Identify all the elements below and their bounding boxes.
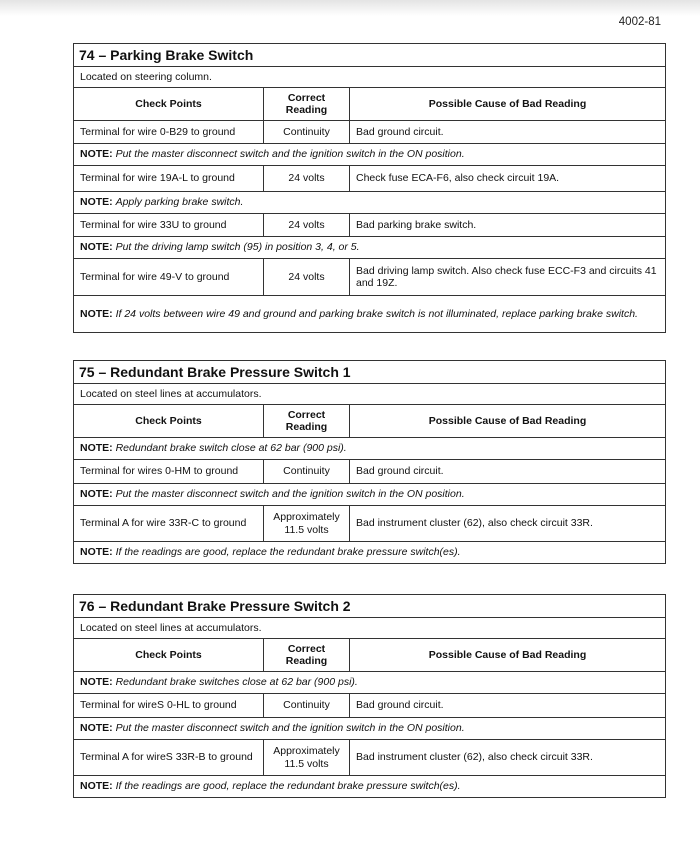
check-point-cell: Terminal for wires 0-HM to ground [74,460,264,484]
cause-cell: Bad parking brake switch. [350,214,666,237]
table-row [74,460,666,484]
cause-cell: Bad driving lamp switch. Also check fuse ECC-F3 and circuits 41 and 19Z. [350,259,666,296]
reading-cell: 24 volts [264,214,350,237]
table-row [74,740,666,776]
note-row: NOTE: If the readings are good, replace the redundant brake pressure switch(es). [74,542,666,564]
section-location: Located on steel lines at accumulators. [74,618,666,639]
reading-cell: Continuity [264,460,350,484]
table-row [74,214,666,237]
note-row: NOTE: If 24 volts between wire 49 and ground and parking brake switch is not illuminated, replace parking brake switch. [74,296,666,333]
note-row: NOTE: Redundant brake switches close at 62 bar (900 psi). [74,672,666,694]
section-title: 75 – Redundant Brake Pressure Switch 1 [74,361,666,384]
header-correct-reading: Correct Reading [264,88,350,121]
reading-cell: 24 volts [264,166,350,192]
note-row: NOTE: Redundant brake switch close at 62 bar (900 psi). [74,438,666,460]
table-row [74,166,666,192]
check-point-cell: Terminal A for wireS 33R-B to ground [74,740,264,776]
header-correct-reading: Correct Reading [264,639,350,672]
header-possible-cause: Possible Cause of Bad Reading [350,405,666,438]
check-point-cell: Terminal for wire 0-B29 to ground [74,121,264,144]
note-row: NOTE: Put the master disconnect switch and the ignition switch in the ON position. [74,484,666,506]
check-point-cell: Terminal for wire 19A-L to ground [74,166,264,192]
reading-cell: Continuity [264,121,350,144]
note-row: NOTE: Apply parking brake switch. [74,192,666,214]
check-point-cell: Terminal for wireS 0-HL to ground [74,694,264,718]
note-row: NOTE: Put the driving lamp switch (95) in position 3, 4, or 5. [74,237,666,259]
section-location: Located on steering column. [74,67,666,88]
header-check-points: Check Points [74,405,264,438]
cause-cell: Bad ground circuit. [350,460,666,484]
cause-cell: Bad instrument cluster (62), also check circuit 33R. [350,740,666,776]
note-row: NOTE: Put the master disconnect switch and the ignition switch in the ON position. [74,718,666,740]
section-75-table [73,360,666,564]
reading-cell: Approximately 11.5 volts [264,740,350,776]
cause-cell: Bad ground circuit. [350,121,666,144]
note-row: NOTE: If the readings are good, replace the redundant brake pressure switch(es). [74,776,666,798]
header-possible-cause: Possible Cause of Bad Reading [350,88,666,121]
table-row [74,121,666,144]
check-point-cell: Terminal A for wire 33R-C to ground [74,506,264,542]
reading-cell: Continuity [264,694,350,718]
reading-cell: Approximately 11.5 volts [264,506,350,542]
cause-cell: Bad ground circuit. [350,694,666,718]
header-check-points: Check Points [74,639,264,672]
check-point-cell: Terminal for wire 49-V to ground [74,259,264,296]
section-title: 74 – Parking Brake Switch [74,44,666,67]
header-possible-cause: Possible Cause of Bad Reading [350,639,666,672]
check-point-cell: Terminal for wire 33U to ground [74,214,264,237]
section-76-table [73,594,666,798]
header-correct-reading: Correct Reading [264,405,350,438]
header-check-points: Check Points [74,88,264,121]
cause-cell: Bad instrument cluster (62), also check circuit 33R. [350,506,666,542]
table-row [74,694,666,718]
section-title: 76 – Redundant Brake Pressure Switch 2 [74,595,666,618]
page-number: 4002-81 [618,16,661,28]
section-74-table [73,43,666,333]
top-shadow [0,0,700,16]
table-row [74,259,666,296]
table-row [74,506,666,542]
section-location: Located on steel lines at accumulators. [74,384,666,405]
cause-cell: Check fuse ECA-F6, also check circuit 19A. [350,166,666,192]
note-row: NOTE: Put the master disconnect switch and the ignition switch in the ON position. [74,144,666,166]
reading-cell: 24 volts [264,259,350,296]
